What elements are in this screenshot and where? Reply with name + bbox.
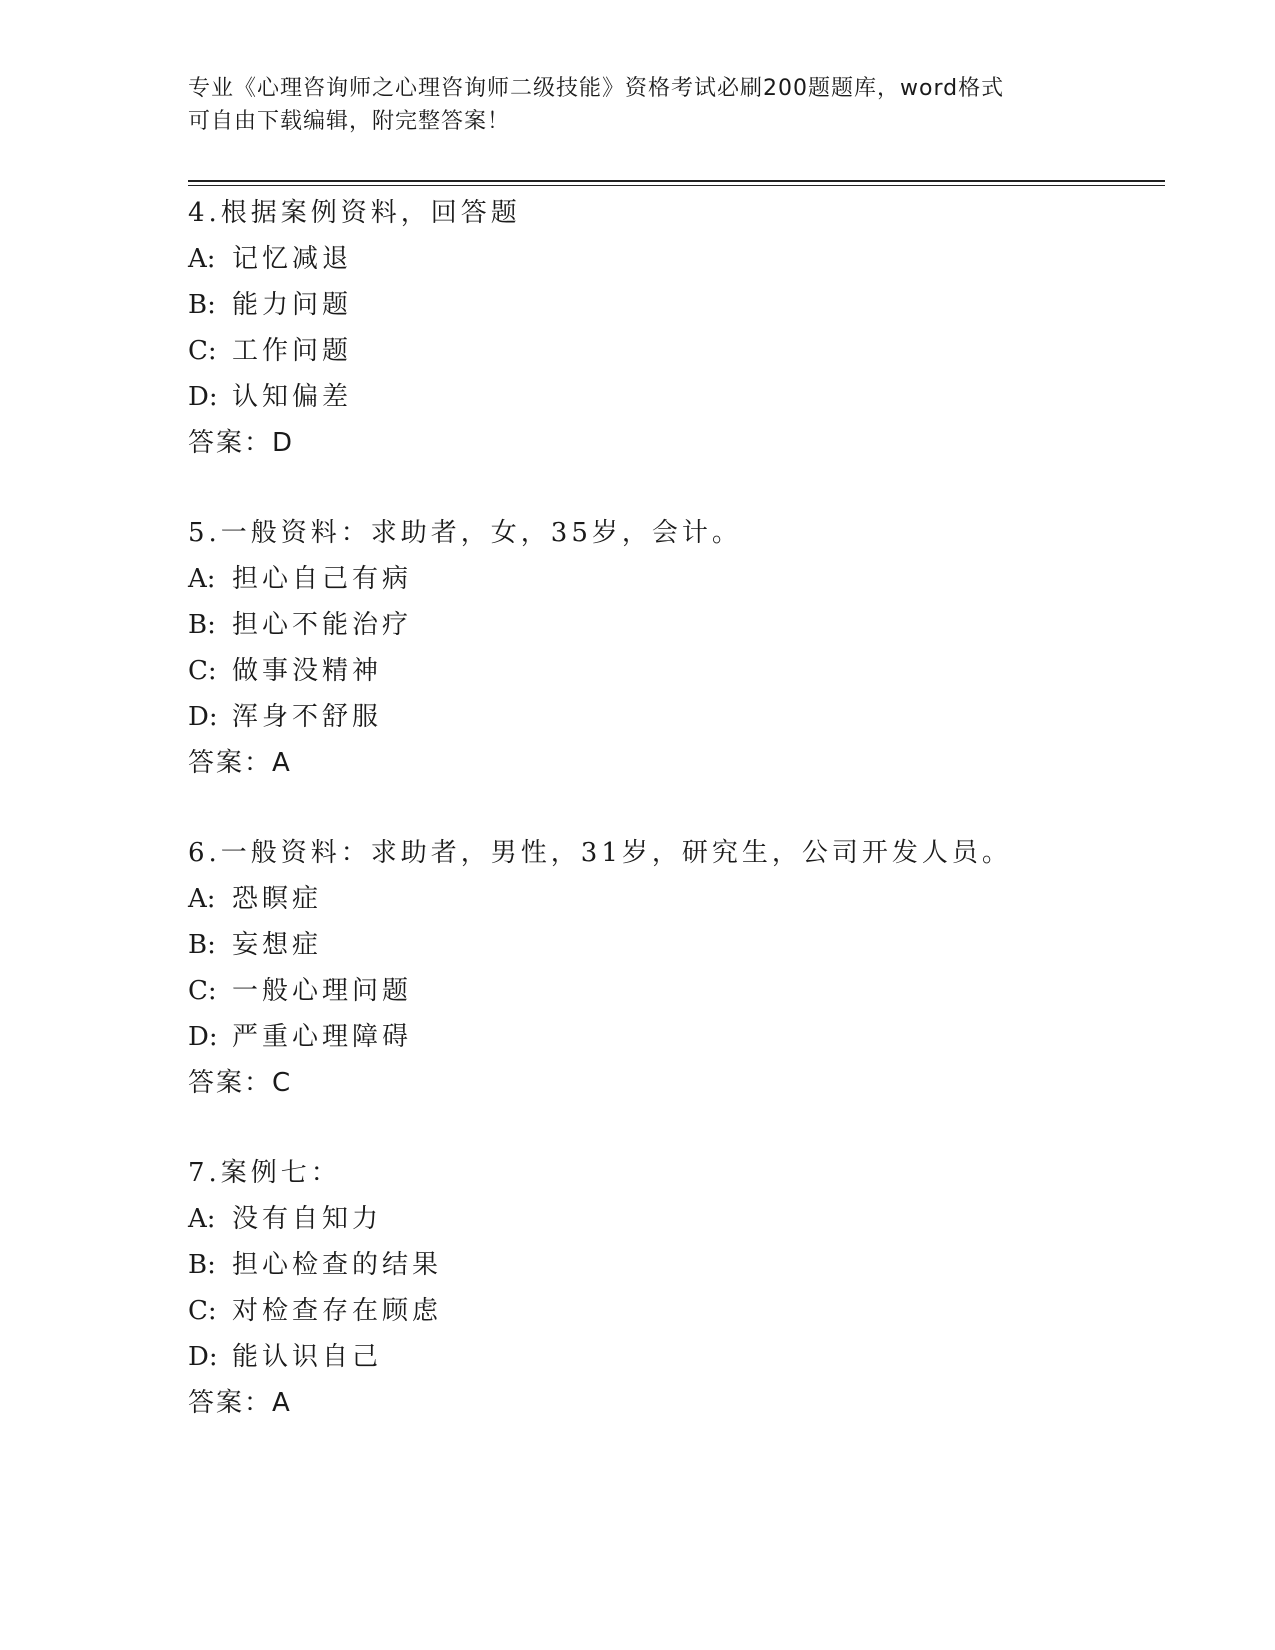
option-letter: C:: [188, 656, 217, 686]
option-letter: A:: [188, 244, 216, 274]
option-letter: C:: [188, 1296, 217, 1326]
question-stem: 7.案例七：: [188, 1158, 341, 1188]
answer: 答案：A: [188, 1388, 292, 1418]
option-text: 工作问题: [232, 336, 353, 366]
option-c: [188, 968, 1148, 1014]
option-text: 妄想症: [232, 930, 323, 960]
option-letter: A:: [188, 564, 216, 594]
option-letter: D:: [188, 702, 218, 732]
option-d: [188, 694, 1148, 740]
option-a: [188, 556, 1148, 602]
option-text: 浑身不舒服: [232, 702, 383, 732]
option-c: [188, 648, 1148, 694]
option-text: 严重心理障碍: [232, 1022, 413, 1052]
option-a: [188, 1196, 1148, 1242]
option-text: 对检查存在顾虑: [232, 1296, 443, 1326]
option-text: 没有自知力: [232, 1204, 383, 1234]
option-text: 能认识自己: [232, 1342, 383, 1372]
header-divider: [188, 180, 1165, 186]
option-text: 记忆减退: [232, 244, 353, 274]
option-b: [188, 1242, 1148, 1288]
option-text: 担心不能治疗: [232, 610, 413, 640]
option-letter: C:: [188, 976, 217, 1006]
option-a: [188, 876, 1148, 922]
option-text: 做事没精神: [232, 656, 383, 686]
option-letter: A:: [188, 1204, 216, 1234]
question-stem: 4.根据案例资料，回答题: [188, 198, 521, 228]
option-letter: C:: [188, 336, 217, 366]
option-text: 一般心理问题: [232, 976, 413, 1006]
option-c: [188, 328, 1148, 374]
option-d: [188, 1334, 1148, 1380]
option-a: [188, 236, 1148, 282]
option-letter: B:: [188, 930, 216, 960]
answer: 答案：A: [188, 748, 292, 778]
answer: 答案：D: [188, 428, 295, 458]
option-text: 恐瞑症: [232, 884, 323, 914]
header-line-1: 专业《心理咨询师之心理咨询师二级技能》资格考试必刷200题题库，word格式: [188, 76, 1005, 101]
option-b: [188, 282, 1148, 328]
option-text: 担心检查的结果: [232, 1250, 443, 1280]
option-text: 能力问题: [232, 290, 353, 320]
header-line-2: 可自由下载编辑，附完整答案！: [188, 109, 511, 134]
option-letter: B:: [188, 1250, 216, 1280]
answer: 答案：C: [188, 1068, 293, 1098]
option-d: [188, 1014, 1148, 1060]
question-5: [188, 510, 1148, 830]
option-text: 担心自己有病: [232, 564, 413, 594]
option-letter: D:: [188, 382, 218, 412]
option-d: [188, 374, 1148, 420]
option-letter: D:: [188, 1022, 218, 1052]
question-7: [188, 1150, 1148, 1470]
option-letter: D:: [188, 1342, 218, 1372]
option-b: [188, 602, 1148, 648]
question-6: [188, 830, 1148, 1150]
document-header: [188, 72, 1088, 138]
option-c: [188, 1288, 1148, 1334]
question-list: [188, 190, 1148, 1470]
question-stem: 5.一般资料：求助者，女，35岁，会计。: [188, 518, 742, 548]
option-letter: A:: [188, 884, 216, 914]
option-letter: B:: [188, 290, 216, 320]
option-text: 认知偏差: [232, 382, 353, 412]
question-4: [188, 190, 1148, 510]
option-b: [188, 922, 1148, 968]
question-stem: 6.一般资料：求助者，男性，31岁，研究生，公司开发人员。: [188, 838, 1012, 868]
option-letter: B:: [188, 610, 216, 640]
